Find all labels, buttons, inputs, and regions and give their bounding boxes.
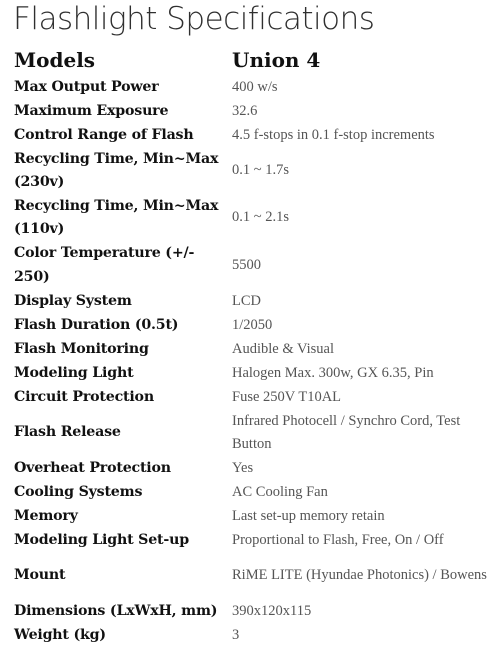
page-title: Flashlight Specifications — [13, 1, 375, 37]
spec-label: Control Range of Flash — [14, 127, 194, 143]
spec-value: 0.1 ~ 1.7s — [232, 162, 289, 178]
spec-label: Color Temperature (+/- 250) — [14, 245, 195, 285]
spec-value: Proportional to Flash, Free, On / Off — [232, 532, 444, 548]
spec-label: Cooling Systems — [14, 484, 143, 500]
table-row — [14, 289, 496, 313]
table-row — [14, 361, 496, 385]
table-row — [14, 504, 496, 528]
spec-value: 3 — [232, 627, 240, 643]
spec-value: 32.6 — [232, 103, 258, 119]
table-row — [14, 552, 496, 599]
table-row — [14, 123, 496, 147]
spec-value: LCD — [232, 293, 261, 309]
table-row — [14, 480, 496, 504]
spec-label: Flash Monitoring — [14, 341, 149, 357]
table-row — [14, 528, 496, 552]
spec-value: Audible & Visual — [232, 341, 334, 357]
table-row — [14, 337, 496, 361]
spec-value: AC Cooling Fan — [232, 484, 328, 500]
specifications-table — [14, 45, 496, 647]
spec-label: Max Output Power — [14, 79, 159, 95]
spec-value: Yes — [232, 460, 254, 476]
spec-label: Flash Release — [14, 424, 121, 440]
model-name-header: Union 4 — [232, 48, 321, 72]
table-row — [14, 623, 496, 647]
spec-value: Halogen Max. 300w, GX 6.35, Pin — [232, 365, 434, 381]
spec-value: 1/2050 — [232, 317, 273, 333]
table-header-row — [14, 45, 496, 75]
spec-label: Dimensions (LxWxH, mm) — [14, 603, 218, 619]
table-row — [14, 75, 496, 99]
table-row — [14, 147, 496, 194]
spec-value: 4.5 f-stops in 0.1 f-stop increments — [232, 127, 435, 143]
table-row — [14, 99, 496, 123]
spec-label: Overheat Protection — [14, 460, 171, 476]
table-row — [14, 456, 496, 480]
spec-value: 400 w/s — [232, 79, 278, 95]
table-row — [14, 194, 496, 241]
spec-label: Mount — [14, 567, 66, 583]
spec-value: 5500 — [232, 257, 261, 273]
spec-value: 390x120x115 — [232, 603, 312, 619]
table-row — [14, 599, 496, 623]
spec-value: RiME LITE (Hyundae Photonics) / Bowens — [232, 567, 487, 583]
spec-label: Memory — [14, 508, 78, 524]
table-row — [14, 313, 496, 337]
spec-label: Weight (kg) — [14, 627, 106, 643]
spec-value: Last set-up memory retain — [232, 508, 385, 524]
table-row — [14, 385, 496, 409]
models-header: Models — [14, 48, 96, 72]
spec-label: Display System — [14, 293, 132, 309]
spec-label: Recycling Time, Min~Max (110v) — [14, 197, 219, 237]
table-row — [14, 241, 496, 289]
spec-value: Infrared Photocell / Synchro Cord, Test Button — [232, 412, 461, 452]
spec-label: Recycling Time, Min~Max (230v) — [14, 150, 219, 190]
spec-value: Fuse 250V T10AL — [232, 389, 342, 405]
spec-label: Modeling Light Set-up — [14, 532, 189, 548]
spec-label: Circuit Protection — [14, 389, 154, 405]
spec-value: 0.1 ~ 2.1s — [232, 209, 289, 225]
table-row — [14, 409, 496, 456]
spec-label: Maximum Exposure — [14, 103, 169, 119]
spec-label: Modeling Light — [14, 365, 134, 381]
spec-label: Flash Duration (0.5t) — [14, 317, 179, 333]
